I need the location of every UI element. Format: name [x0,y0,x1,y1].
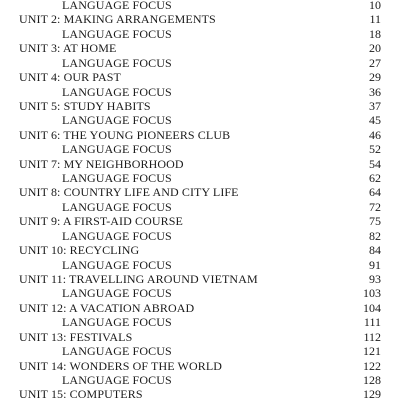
toc-entry-title: LANGUAGE FOCUS [62,171,172,186]
toc-entry-title: LANGUAGE FOCUS [62,286,172,301]
toc-page-number: 45 [369,113,381,128]
toc-page-number: 111 [363,315,381,330]
toc-language-focus-entry [0,27,400,41]
toc-language-focus-entry [0,85,400,99]
toc-entry-title: UNIT 15: COMPUTERS [19,387,143,401]
toc-entry-title: UNIT 10: RECYCLING [19,243,140,258]
toc-page-number: 62 [369,171,381,186]
toc-language-focus-entry [0,171,400,185]
toc-unit-entry [0,330,400,344]
toc-entry-title: UNIT 5: STUDY HABITS [19,98,151,113]
toc-page-number: 10 [369,0,381,12]
toc-page-number: 36 [369,84,381,99]
toc-entry-title: UNIT 9: A FIRST-AID COURSE [19,214,183,229]
toc-page-number: 121 [363,344,381,359]
toc-unit-entry [0,128,400,142]
toc-page-number: 46 [369,127,381,142]
toc-entry-title: UNIT 13: FESTIVALS [19,329,133,344]
toc-page-number: 104 [363,300,381,315]
toc-page-number: 122 [363,358,381,373]
toc-language-focus-entry [0,373,400,387]
toc-entry-title: LANGUAGE FOCUS [62,55,172,70]
toc-page-number: 11 [369,12,381,27]
toc-page-number: 91 [369,257,381,272]
toc-unit-entry [0,387,400,401]
toc-entry-title: LANGUAGE FOCUS [62,344,172,359]
toc-entry-title: UNIT 6: THE YOUNG PIONEERS CLUB [19,127,231,142]
toc-page-number: 72 [369,199,381,214]
toc-entry-title: LANGUAGE FOCUS [62,257,172,272]
toc-entry-title: UNIT 4: OUR PAST [19,70,121,85]
toc-unit-entry [0,41,400,55]
toc-entry-title: UNIT 12: A VACATION ABROAD [19,300,195,315]
toc-entry-title: LANGUAGE FOCUS [62,142,172,157]
toc-unit-entry [0,12,400,26]
toc-language-focus-entry [0,315,400,329]
toc-entry-title: LANGUAGE FOCUS [62,84,172,99]
toc-unit-entry [0,70,400,84]
toc-entry-title: LANGUAGE FOCUS [62,113,172,128]
toc-page-number: 82 [369,228,381,243]
toc-entry-title: LANGUAGE FOCUS [62,315,172,330]
toc-page-number: 84 [369,243,381,258]
toc-entry-title: UNIT 8: COUNTRY LIFE AND CITY LIFE [19,185,239,200]
toc-unit-entry [0,99,400,113]
toc-page-number: 112 [363,329,381,344]
toc-entry-title: UNIT 7: MY NEIGHBORHOOD [19,156,184,171]
toc-entry-title: LANGUAGE FOCUS [62,199,172,214]
toc-unit-entry [0,157,400,171]
toc-page-number: 128 [363,372,381,387]
toc-entry-title: LANGUAGE FOCUS [62,228,172,243]
toc-page-number: 54 [369,156,381,171]
toc-unit-entry [0,301,400,315]
toc-language-focus-entry [0,0,400,12]
toc-entry-title: UNIT 11: TRAVELLING AROUND VIETNAM [19,271,258,286]
toc-language-focus-entry [0,142,400,156]
toc-language-focus-entry [0,258,400,272]
toc-page-number: 93 [369,271,381,286]
toc-page-number: 75 [369,214,381,229]
toc-page-number: 18 [369,26,381,41]
toc-page-number: 64 [369,185,381,200]
toc-entry-title: UNIT 14: WONDERS OF THE WORLD [19,358,223,373]
toc-unit-entry [0,272,400,286]
toc-unit-entry [0,185,400,199]
toc-unit-entry [0,359,400,373]
toc-language-focus-entry [0,56,400,70]
toc-unit-entry [0,243,400,257]
toc-page-number: 37 [369,98,381,113]
toc-page-number: 129 [363,387,381,401]
toc-language-focus-entry [0,113,400,127]
toc-entry-title: UNIT 3: AT HOME [19,41,117,56]
toc-language-focus-entry [0,200,400,214]
toc-unit-entry [0,214,400,228]
toc-page-number: 103 [363,286,381,301]
toc-page-number: 20 [369,41,381,56]
toc-entry-title: LANGUAGE FOCUS [62,0,172,12]
toc-language-focus-entry [0,344,400,358]
toc-entry-title: LANGUAGE FOCUS [62,372,172,387]
toc-entry-title: LANGUAGE FOCUS [62,26,172,41]
toc-page-number: 29 [369,70,381,85]
toc-language-focus-entry [0,229,400,243]
toc-page-number: 27 [369,55,381,70]
toc-language-focus-entry [0,286,400,300]
toc-entry-title: UNIT 2: MAKING ARRANGEMENTS [19,12,216,27]
toc-page-number: 52 [369,142,381,157]
